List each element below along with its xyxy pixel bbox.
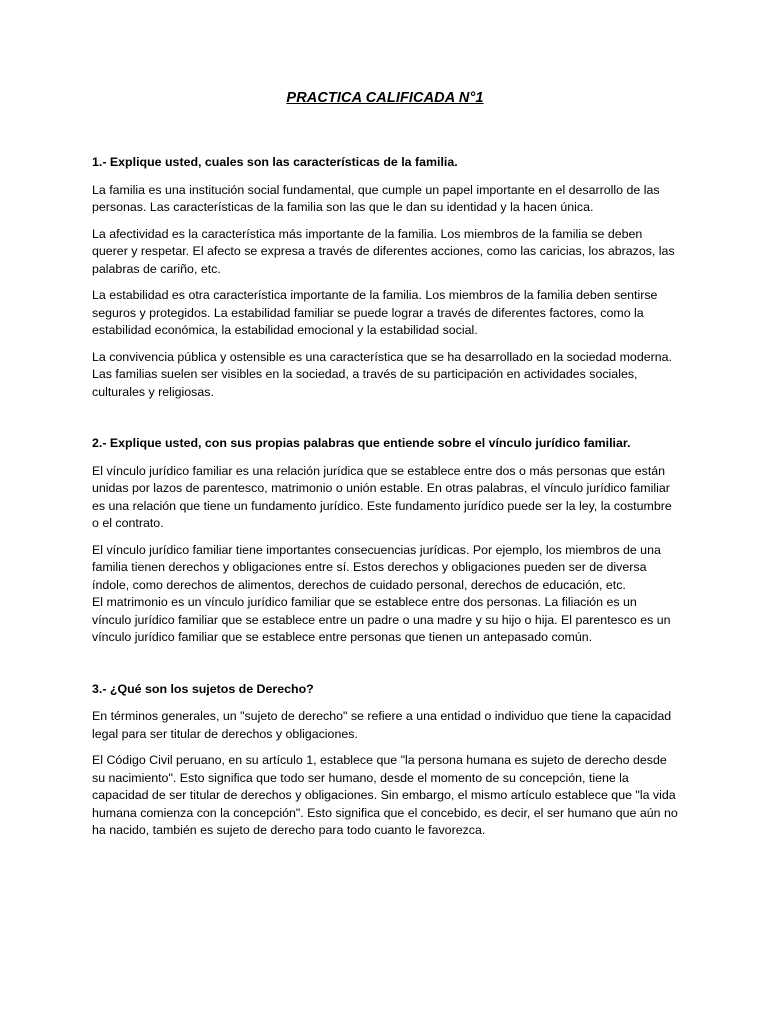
section-1 (92, 154, 678, 401)
section-3 (92, 681, 678, 840)
answer-2-paragraph-2: El vínculo jurídico familiar tiene importantes consecuencias jurídicas. Por ejemplo, los miembros de una familia tienen derechos y obligaciones entre sí. Estos derechos y obligaciones pueden ser de diversa índole, como derechos de alimentos, derechos de cuidado personal, derechos de educación, etc. (92, 542, 661, 592)
answer-1-paragraph-3: La estabilidad es otra característica importante de la familia. Los miembros de la familia deben sentirse seguros y protegidos. La estabilidad familiar se puede lograr a través de diferentes factores, como la estabilidad económica, la estabilidad emocional y la estabilidad social. (92, 288, 658, 337)
question-3: 3.- ¿Qué son los sujetos de Derecho? (92, 681, 314, 696)
answer-3-paragraph-1: En términos generales, un "sujeto de derecho" se refiere a una entidad o individuo que tiene la capacidad legal para ser titular de derechos y obligaciones. (92, 709, 672, 741)
answer-2-paragraph-3: El matrimonio es un vínculo jurídico familiar que se establece entre dos personas. La filiación es un vínculo jurídico familiar que se establece entre un padre o una madre y su hijo o hija. El parentesco es un vínculo jurídico familiar que se establece entre personas que tienen un antepasado común. (92, 595, 671, 644)
answer-2-paragraph-1: El vínculo jurídico familiar es una relación jurídica que se establece entre dos o más personas que están unidas por lazos de parentesco, matrimonio o unión estable. En otras palabras, el vínculo jurídico familiar es una relación que tiene un fundamento jurídico. Este fundamento jurídico puede ser la ley, la costumbre o el contrato. (92, 463, 672, 530)
section-2 (92, 435, 678, 647)
answer-3-paragraph-2: El Código Civil peruano, en su artículo 1, establece que "la persona humana es sujeto de derecho desde su nacimiento". Esto significa que todo ser humano, desde el momento de su concepción, tiene la capacidad de ser titular de derechos y obligaciones. Sin embargo, el mismo artículo establece que "la vida humana comienza con la concepción". Esto significa que el concebido, es decir, el ser humano que aún no ha nacido, también es sujeto de derecho para todo cuanto le favorezca. (92, 753, 678, 837)
answer-1-paragraph-1: La familia es una institución social fundamental, que cumple un papel importante en el desarrollo de las personas. Las características de la familia son las que le dan su identidad y la hacen única. (92, 182, 660, 214)
document-page (92, 90, 678, 840)
answer-1-paragraph-2: La afectividad es la característica más importante de la familia. Los miembros de la familia se deben querer y respetar. El afecto se expresa a través de diferentes acciones, como las caricias, los abrazos, las palabras de cariño, etc. (92, 226, 675, 276)
page-title: PRACTICA CALIFICADA N°1 (286, 90, 484, 106)
question-1: 1.- Explique usted, cuales son las características de la familia. (92, 155, 458, 169)
answer-1-paragraph-4: La convivencia pública y ostensible es una característica que se ha desarrollado en la sociedad moderna. Las familias suelen ser visibles en la sociedad, a través de su participación en actividades sociales, culturales y religiosas. (92, 349, 672, 399)
question-2: 2.- Explique usted, con sus propias palabras que entiende sobre el vínculo jurídico familiar. (92, 436, 631, 450)
